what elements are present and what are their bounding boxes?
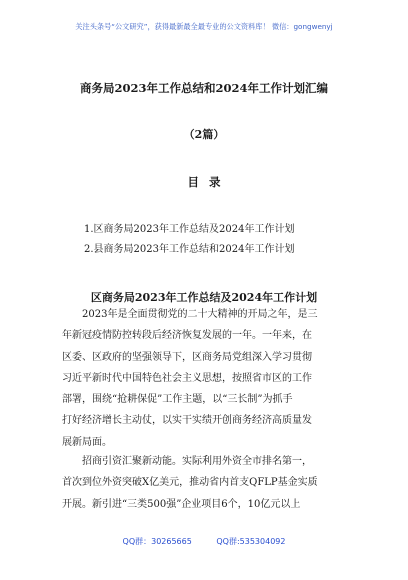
paragraph-line: 年新冠疫情防控转段后经济恢复发展的一年。一年来，在 <box>62 330 312 342</box>
paragraph-1 <box>62 304 346 453</box>
paragraph-line: 区委、区政府的坚强领导下，区商务局党组深入学习贯彻 <box>62 351 312 363</box>
paragraph-line: 开展。新引进“三类500强”企业项目6个，10亿元以上 <box>62 498 301 510</box>
paragraph-line: 招商引资汇聚新动能。实际利用外资全市排名第一， <box>82 456 312 467</box>
paragraph-line: 打好经济增长主动仗，以实干实绩开创商务经济高质量发 <box>62 415 312 427</box>
section-title: 区商务局2023年工作总结及2024年工作计划 <box>90 291 318 304</box>
toc-item[interactable]: 1.区商务局2023年工作总结及2024年工作计划 <box>84 224 295 235</box>
paragraph-2 <box>62 451 346 515</box>
header-banner: 关注头条号“公文研究”，获得最新最全最专业的公文资料库！ 微信：gongwenyj <box>75 22 333 31</box>
qq-group-1: QQ群：30265665 <box>122 537 192 546</box>
paragraph-line: 2023年是全面贯彻党的二十大精神的开局之年，是三 <box>82 309 318 320</box>
table-of-contents <box>84 220 294 260</box>
qq-group-2: QQ群:535304092 <box>216 537 286 546</box>
paragraph-line: 首次到位外资突破X亿美元，推动省内首支QFLP基金实质 <box>62 477 318 489</box>
toc-item[interactable]: 2.县商务局2023年工作总结和2024年工作计划 <box>84 244 295 255</box>
paragraph-line: 习近平新时代中国特色社会主义思想，按照省市区的工作 <box>62 372 312 384</box>
document-subtitle: （2篇） <box>183 128 225 141</box>
paragraph-line: 部署，围绕“抢耕保促”工作主题，以“三长制”为抓手 <box>62 394 293 406</box>
toc-heading: 目录 <box>187 175 231 189</box>
paragraph-line: 展新局面。 <box>62 436 112 448</box>
document-title: 商务局2023年工作总结和2024年工作计划汇编 <box>79 81 328 95</box>
footer-contact <box>0 536 408 547</box>
